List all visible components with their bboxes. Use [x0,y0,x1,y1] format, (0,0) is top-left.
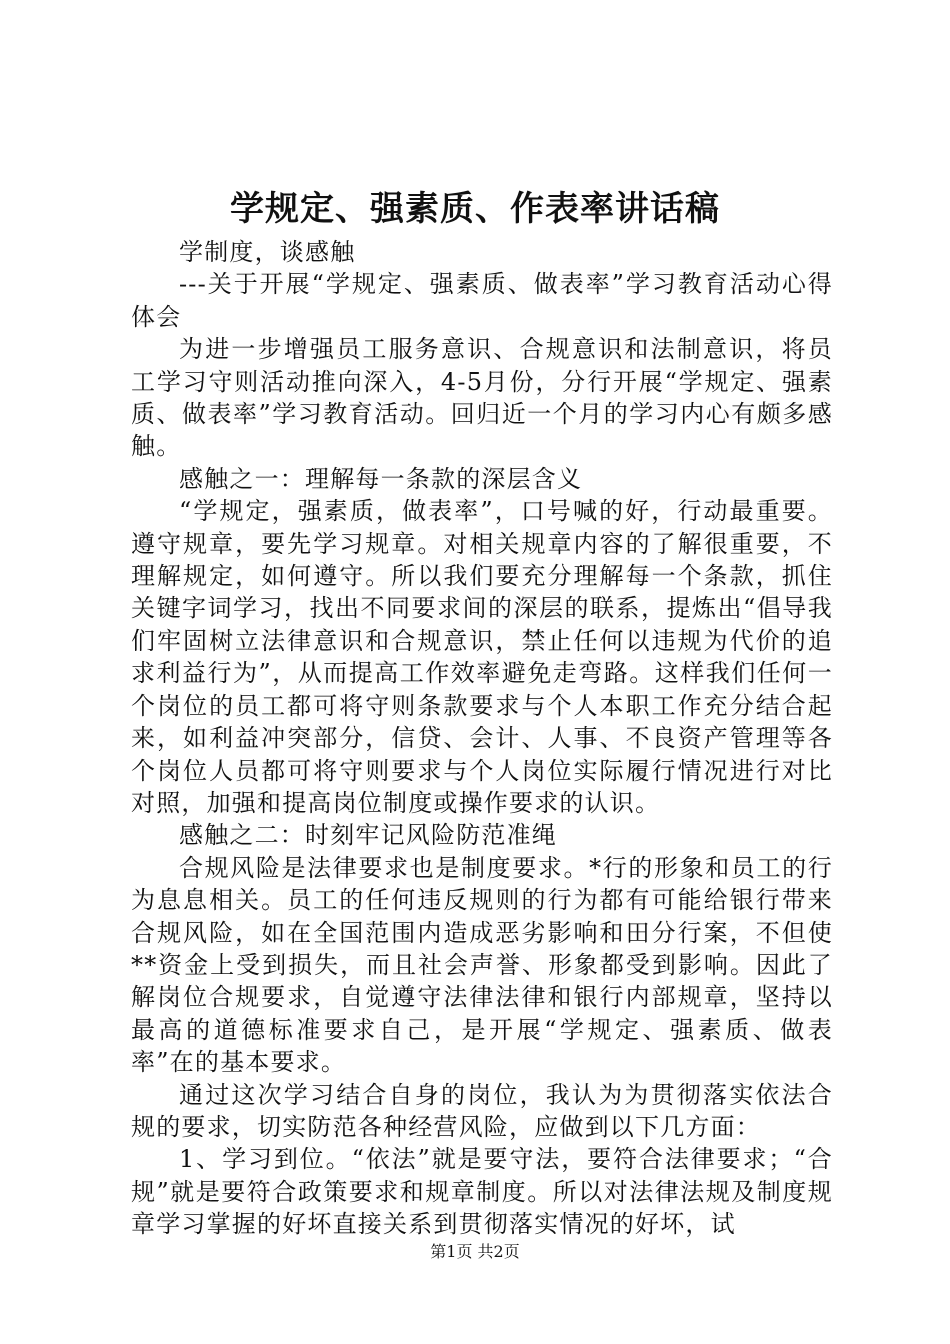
paragraph-subtitle: 学制度，谈感触 [179,238,356,266]
paragraph-section-1: “学规定，强素质，做表率”，口号喊的好，行动最重要。遵守规章，要先学习规章。对相关规章内容的了解很重要，不理解规定，如何遵守。所以我们要充分理解每一个条款，抓住关键字词学习，找出不同要求间的深层的联系，提炼出“倡导我们牢固树立法律意识和合规意识，禁止任何以违规为代价的追求利益行为”，从而提高工作效率避免走弯路。这样我们任何一个岗位的员工都可将守则条款要求与个人本职工作充分结合起来，如利益冲突部分，信贷、会计、人事、不良资产管理等各个岗位人员都可将守则要求与个人岗位实际履行情况进行对比对照，加强和提高岗位制度或操作要求的认识。 [131,497,833,817]
page-footer: 第1页 共2页 [430,1242,520,1261]
document-body [131,236,833,1241]
paragraph-section-2: 合规风险是法律要求也是制度要求。*行的形象和员工的行为息息相关。员工的任何违反规则的行为都有可能给银行带来合规风险，如在全国范围内造成恶劣影响和田分行案，不但使**资金上受到损失，而且社会声誉、形象都受到影响。因此了解岗位合规要求，自觉遵守法律法律和银行内部规章，坚持以最高的道德标准要求自己，是开展“学规定、强素质、做表率”在的基本要求。 [131,853,833,1077]
paragraph-intro: 为进一步增强员工服务意识、合规意识和法制意识，将员工学习守则活动推向深入，4-5月份，分行开展“学规定、强素质、做表率”学习教育活动。回归近一个月的学习内心有颇多感触。 [131,335,833,461]
paragraph-subtitle-line: ---关于开展“学规定、强素质、做表率”学习教育活动心得体会 [131,270,833,331]
section-heading-1: 感触之一：理解每一条款的深层含义 [179,464,583,493]
paragraph-summary: 通过这次学习结合自身的岗位，我认为为贯彻落实依法合规的要求，切实防范各种经营风险，应做到以下几方面： [131,1080,833,1141]
paragraph-point-1: 1、学习到位。“依法”就是要守法，要符合法律要求；“合规”就是要符合政策要求和规章制度。所以对法律法规及制度规章学习掌握的好坏直接关系到贯彻落实情况的好坏，试 [131,1145,833,1239]
section-heading-2: 感触之二：时刻牢记风险防范准绳 [179,821,557,850]
document-title: 学规定、强素质、作表率讲话稿 [230,189,720,229]
